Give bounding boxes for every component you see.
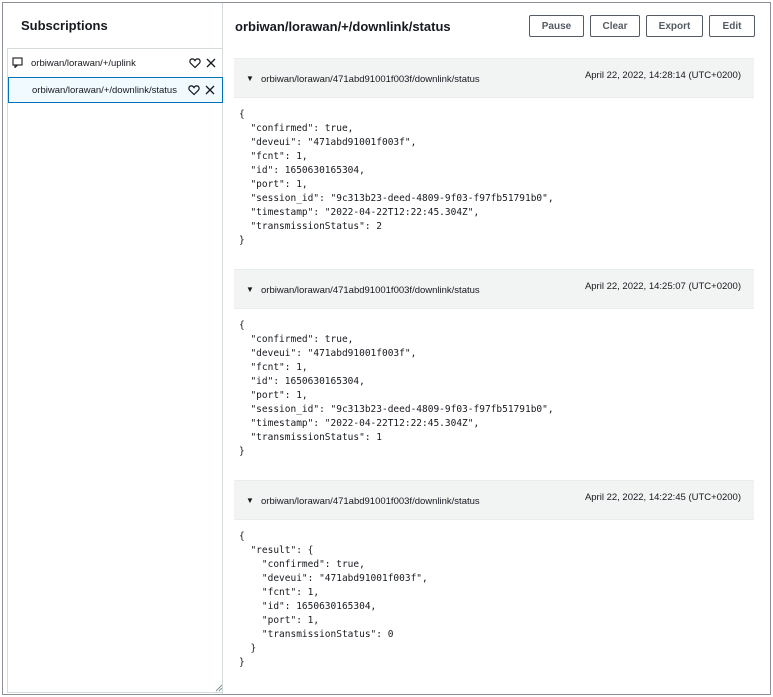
payload-json: { "confirmed": true, "deveui": "471abd91001f003f", "fcnt": 1, "id": 1650630165304, "port": 1, "session_id": "9c313b23-deed-4809-9f03-f97fb51791b0", "timestamp": "2022-04-22T12:22:45.304Z", "transmissionStatus": 1 }: [239, 320, 554, 457]
page-title: orbiwan/lorawan/+/downlink/status: [235, 19, 451, 34]
subscription-label: orbiwan/lorawan/+/uplink: [31, 58, 136, 69]
message-icon: [12, 57, 23, 68]
favorite-heart-icon[interactable]: [188, 84, 200, 96]
payload-json: { "result": { "confirmed": true, "deveui": "471abd91001f003f", "fcnt": 1, "id": 1650630165304, "port": 1, "transmissionStatus": 0 } }: [239, 531, 428, 668]
message-payload: [234, 98, 754, 248]
message-timestamp: April 22, 2022, 14:22:45 (UTC+0200): [584, 492, 741, 503]
edit-button[interactable]: Edit: [709, 15, 755, 37]
collapse-caret-icon[interactable]: ▼: [246, 285, 254, 294]
mqtt-test-client-window: [2, 2, 771, 695]
pause-button[interactable]: Pause: [529, 15, 584, 37]
message-topic: orbiwan/lorawan/471abd91001f003f/downlink/status: [261, 285, 480, 296]
message-topic: orbiwan/lorawan/471abd91001f003f/downlink/status: [261, 496, 480, 507]
message-header[interactable]: [234, 269, 754, 309]
message-payload: [234, 309, 754, 459]
message-card: [234, 480, 754, 670]
collapse-caret-icon[interactable]: ▼: [246, 74, 254, 83]
messages-panel: [223, 48, 772, 694]
message-card: [234, 269, 754, 459]
message-header[interactable]: [234, 480, 754, 520]
export-button[interactable]: Export: [646, 15, 703, 37]
favorite-heart-icon[interactable]: [189, 57, 201, 69]
payload-json: { "confirmed": true, "deveui": "471abd91001f003f", "fcnt": 1, "id": 1650630165304, "port": 1, "session_id": "9c313b23-deed-4809-9f03-f97fb51791b0", "timestamp": "2022-04-22T12:22:45.304Z", "transmissionStatus": 2 }: [239, 109, 554, 246]
collapse-caret-icon[interactable]: ▼: [246, 496, 254, 505]
subscriptions-title: Subscriptions: [21, 18, 108, 33]
subscription-item-downlink-status[interactable]: [8, 77, 223, 103]
message-timestamp: April 22, 2022, 14:25:07 (UTC+0200): [584, 281, 741, 292]
subscriptions-list: [7, 48, 223, 693]
subscription-item-uplink[interactable]: [8, 51, 223, 77]
resize-handle-icon[interactable]: [213, 682, 223, 692]
message-topic: orbiwan/lorawan/471abd91001f003f/downlink/status: [261, 74, 480, 85]
message-card: [234, 58, 754, 248]
clear-button[interactable]: Clear: [590, 15, 640, 37]
close-icon[interactable]: [205, 57, 217, 69]
message-header[interactable]: [234, 58, 754, 98]
message-payload: [234, 520, 754, 670]
subscription-label: orbiwan/lorawan/+/downlink/status: [32, 85, 177, 96]
subscriptions-panel: [3, 3, 223, 694]
message-timestamp: April 22, 2022, 14:28:14 (UTC+0200): [584, 70, 741, 81]
close-icon[interactable]: [204, 84, 216, 96]
